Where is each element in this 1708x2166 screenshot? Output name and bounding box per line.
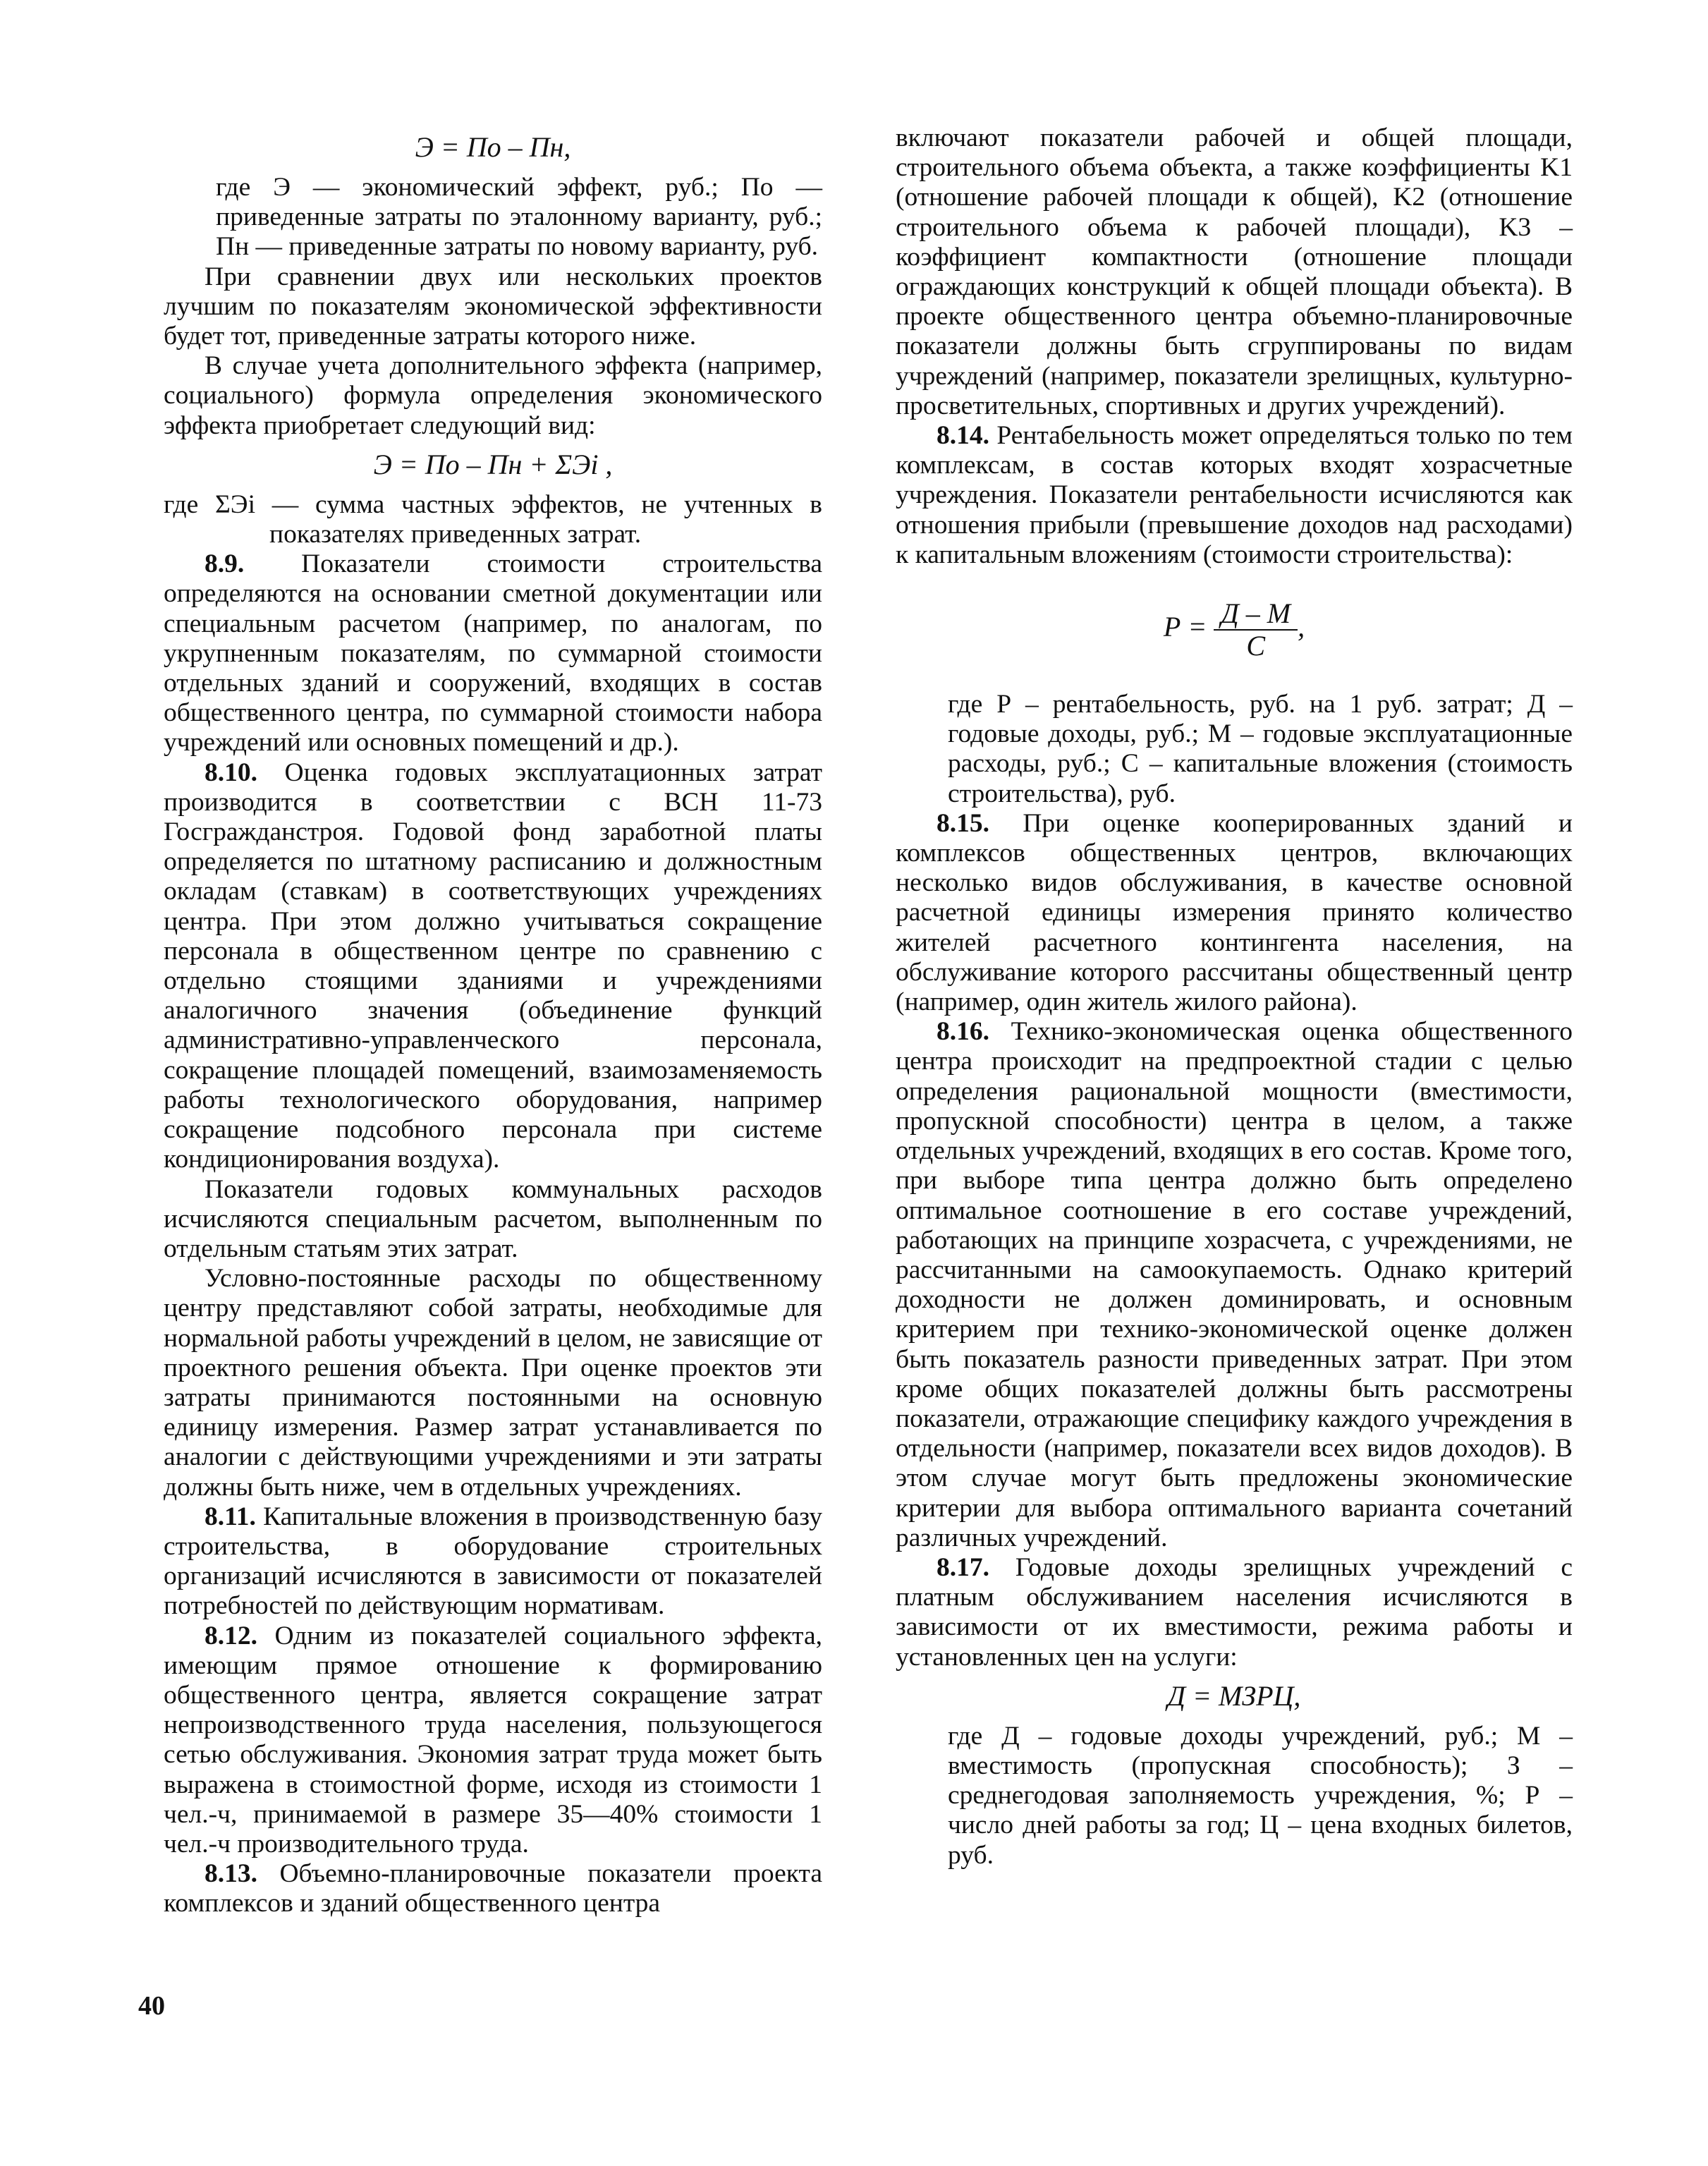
- formula-fraction: [1214, 598, 1298, 662]
- paragraph-8-13: [164, 1859, 822, 1918]
- paragraph-8-11: [164, 1502, 822, 1622]
- paragraph-text: Одним из показателей социального эффекта, имеющим прямое отношение к формированию общественного центра, является сокращение затрат непроизводственного труда населения, пользующегося сетью обслуживания. Экономия затрат труда может быть выражена в стоимостной форме, исходя из стоимости 1 чел.-ч, принимаемой в размере 35—40% стоимости 1 чел.-ч производительного труда.: [164, 1621, 823, 1858]
- section-number: 8.17.: [937, 1552, 989, 1582]
- paragraph-text: Объемно-планировочные показатели проекта комплексов и зданий общественного центра: [164, 1859, 822, 1918]
- section-number: 8.16.: [937, 1017, 989, 1047]
- paragraph-text: Капитальные вложения в производственную базу строительства, в оборудование строительных организаций исчисляются в зависимости от показателей потребностей по действующим нормативам.: [164, 1502, 822, 1621]
- left-column: [164, 123, 822, 1919]
- paragraph: При сравнении двух или нескольких проектов лучшим по показателям экономической эффективности будет тот, приведенные затраты которого ниже.: [164, 262, 822, 351]
- section-number: 8.9.: [205, 549, 245, 579]
- paragraph-text: Рентабельность может определяться только по тем комплексам, в состав которых входят хозрасчетные учреждения. Показатели рентабельности исчисляются как отношения прибыли (превышение доходов над расходами) к капитальным вложениям (стоимости строительства):: [896, 421, 1573, 569]
- formula-tail: ,: [1298, 611, 1305, 643]
- formula-lhs: Р =: [1163, 611, 1207, 643]
- paragraph-8-16: [896, 1017, 1573, 1553]
- formula-economic-effect: Э = По – Пн,: [415, 131, 571, 163]
- paragraph-text: Показатели стоимости строительства определяются на основании сметной документации или специальным расчетом (например, по аналогам, по укрупненным показателям, по суммарной стоимости отдельных зданий и сооружений, входящих в состав общественного центра, по суммарной стоимости набора учреждений или основных помещений и др.).: [164, 549, 823, 758]
- paragraph-8-14: [896, 421, 1573, 570]
- paragraph: В случае учета дополнительного эффекта (например, социального) формула определения экономического эффекта приобретает следующий вид:: [164, 351, 822, 440]
- formula-definitions: где ΣЭi — сумма частных эффектов, не учтенных в показателях приведенных затрат.: [164, 489, 822, 549]
- formula-definitions: где Р – рентабельность, руб. на 1 руб. затрат; Д – годовые доходы, руб.; М – годовые эксплуатационные расходы, руб.; С – капитальные вложения (стоимость строительства), руб.: [948, 690, 1573, 808]
- formula-profitability: [896, 598, 1573, 662]
- formula-income: Д = МЗРЦ,: [1167, 1679, 1301, 1712]
- page-number: 40: [138, 1991, 165, 2021]
- paragraph-8-12: [164, 1622, 822, 1860]
- right-column: [896, 123, 1573, 1870]
- paragraph-text: Технико-экономическая оценка общественного центра происходит на предпроектной стадии с целью определения рациональной мощности (вместимости, пропускной способности) центра в целом, а также отдельных учреждений, входящих в его состав. Кроме того, при выборе типа центра должно быть определено оптимальное соотношение в его составе учреждений, работающих на принципе хозрасчета, с учреждениями, не рассчитанными на самоокупаемость. Однако критерий доходности не должен доминировать, и основным критерием при технико-экономической оценке должен быть показатель разности приведенных затрат. При этом кроме общих показателей должны быть рассмотрены показатели, отражающие специфику каждого учреждения в отдельности (например, показатели всех видов доходов). В этом случае могут быть предложены экономические критерии для выбора оптимального варианта сочетаний различных учреждений.: [896, 1017, 1573, 1552]
- paragraph-text: Оценка годовых эксплуатационных затрат производится в соответствии с ВСН 11-73 Госгражданстроя. Годовой фонд заработной платы определяется по штатному расписанию и должностным окладам (ставкам) в соответствующих учреждениях центра. При этом должно учитываться сокращение персонала в общественном центре по сравнению с отдельно стоящими зданиями и учреждениями аналогичного значения (объединение функций административно-управленческого персонала, сокращение площадей помещений, взаимозаменяемость работы технологического оборудования, например сокращение подсобного персонала при системе кондиционирования воздуха).: [164, 758, 822, 1174]
- section-number: 8.15.: [937, 808, 989, 838]
- paragraph-8-17: [896, 1553, 1573, 1672]
- formula-extended-effect: Э = По – Пн + ΣЭi ,: [373, 448, 613, 480]
- paragraph-8-15: [896, 809, 1573, 1017]
- formula-definitions: где Д – годовые доходы учреждений, руб.; М – вместимость (пропускная способность); З – среднегодовая заполняемость учреждения, %; Р – число дней работы за год; Ц – цена входных билетов, руб.: [948, 1721, 1573, 1870]
- section-number: 8.11.: [205, 1502, 256, 1531]
- formula-definitions: где Э — экономический эффект, руб.; По — приведенные затраты по эталонному варианту, руб.; Пн — приведенные затраты по новому варианту, руб.: [216, 173, 822, 262]
- paragraph-text: Годовые доходы зрелищных учреждений с платным обслуживанием населения исчисляются в зависимости от их вместимости, режима работы и установленных цен на услуги:: [896, 1552, 1573, 1672]
- paragraph-text: При оценке кооперированных зданий и комплексов общественных центров, включающих несколько видов обслуживания, в качестве основной расчетной единицы измерения принято количество жителей расчетного контингента населения, на обслуживание которого рассчитаны общественный центр (например, один житель жилого района).: [896, 808, 1573, 1017]
- paragraph-8-10: [164, 758, 822, 1175]
- section-number: 8.12.: [205, 1621, 257, 1650]
- paragraph-8-9: [164, 549, 822, 758]
- paragraph: Условно-постоянные расходы по общественному центру представляют собой затраты, необходимые для нормальной работы учреждений в целом, не зависящие от проектного решения объекта. При оценке проектов эти затраты принимаются постоянными на основную единицу измерения. Размер затрат устанавливается по аналогии с действующими учреждениями и эти затраты должны быть ниже, чем в отдельных учреждениях.: [164, 1264, 822, 1502]
- section-number: 8.13.: [205, 1859, 257, 1889]
- paragraph: включают показатели рабочей и общей площади, строительного объема объекта, а также коэффициенты K1 (отношение рабочей площади к общей), K2 (отношение строительного объема к рабочей площади), K3 – коэффициент компактности (отношение площади ограждающих конструкций к общей площади объекта). В проекте общественного центра объемно-планировочные показатели должны быть сгруппированы по видам учреждений (например, показатели зрелищных, культурно-просветительных, спортивных и других учреждений).: [896, 123, 1573, 420]
- paragraph: Показатели годовых коммунальных расходов исчисляются специальным расчетом, выполненным по отдельным статьям этих затрат.: [164, 1174, 822, 1263]
- section-number: 8.14.: [937, 421, 989, 451]
- fraction-denominator: С: [1246, 630, 1266, 662]
- fraction-numerator: Д – М: [1214, 598, 1298, 631]
- section-number: 8.10.: [205, 758, 257, 787]
